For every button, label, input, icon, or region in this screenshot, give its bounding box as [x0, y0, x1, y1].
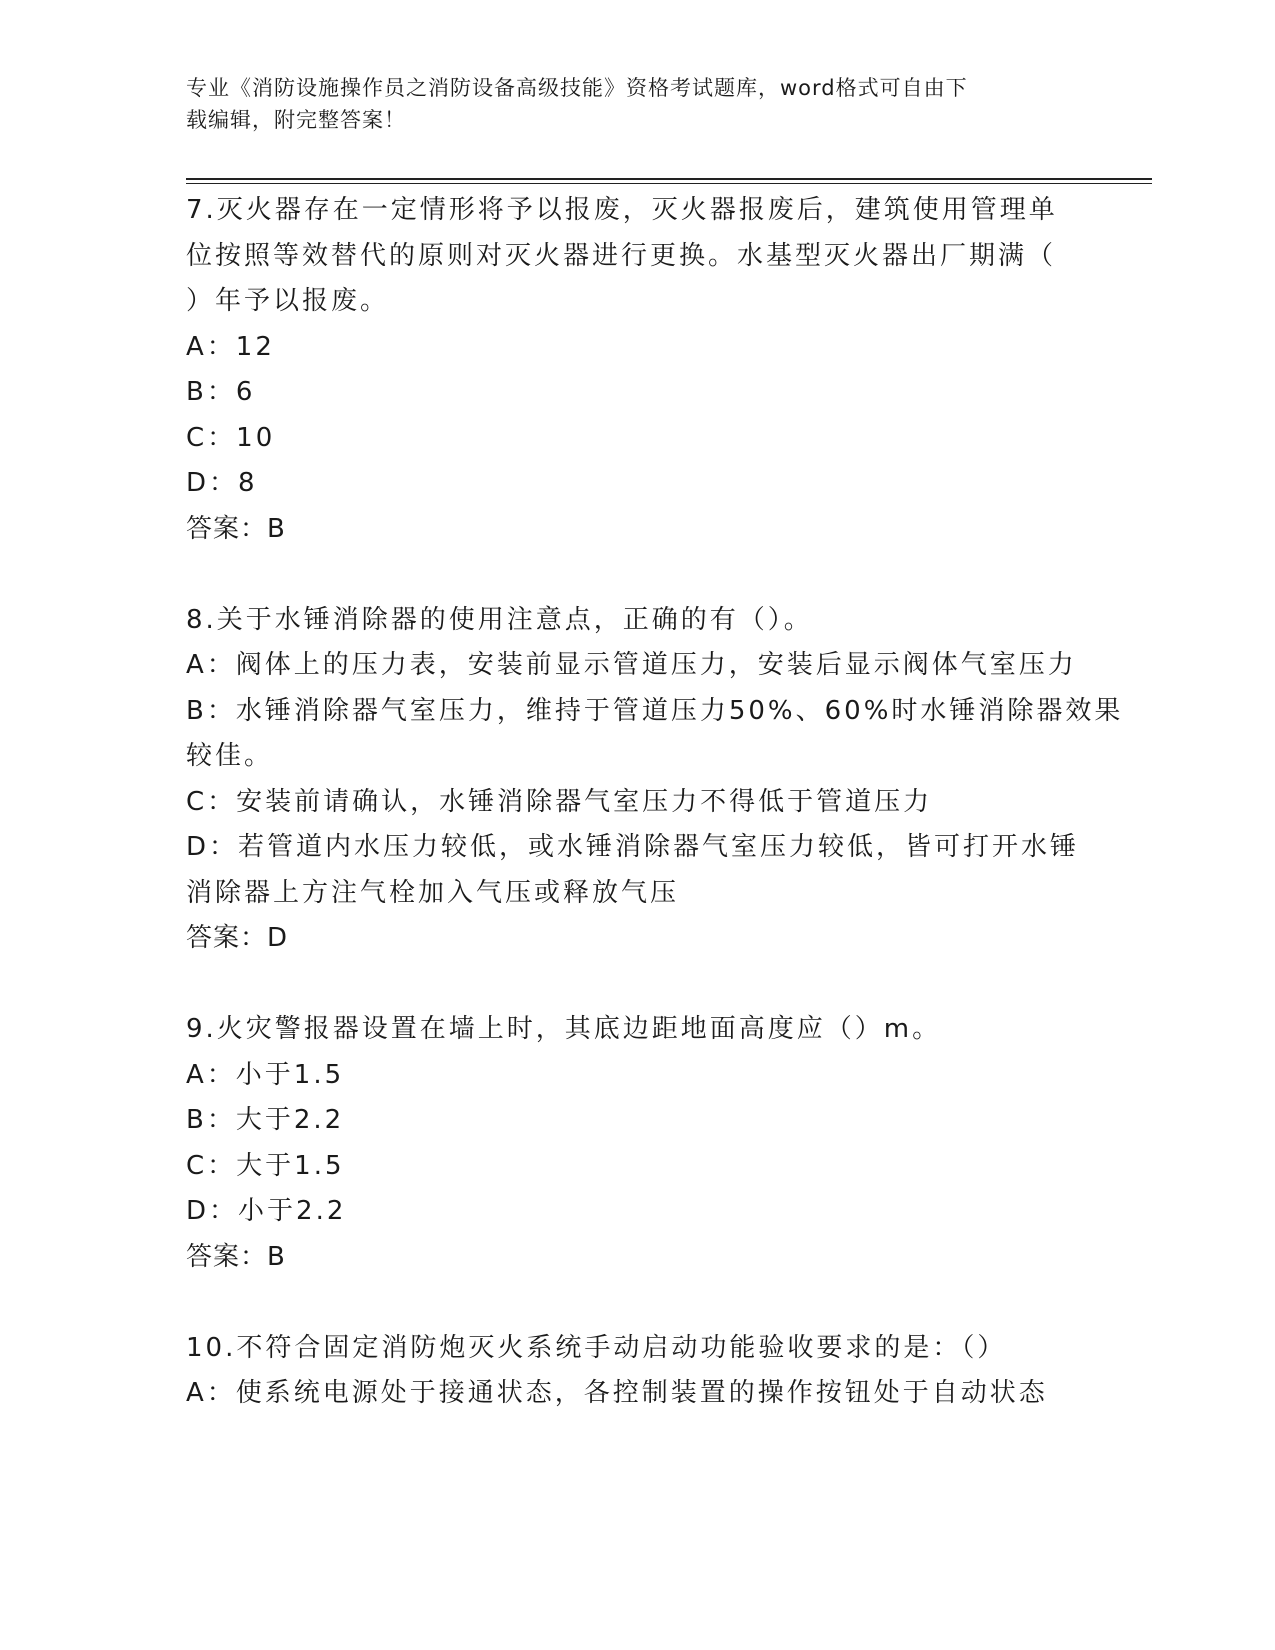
question-option-line: B：6	[186, 377, 256, 407]
question-block	[186, 188, 1086, 552]
header-line-2: 载编辑，附完整答案！	[186, 108, 406, 132]
question-option-line: A：阀体上的压力表，安装前显示管道压力，安装后显示阀体气室压力	[186, 650, 1077, 680]
question-spacer	[186, 962, 1086, 1008]
question-stem-line: 9.火灾警报器设置在墙上时，其底边距地面高度应（）m。	[186, 1014, 942, 1044]
question-block	[186, 1007, 1086, 1280]
question-option-line: C：10	[186, 422, 276, 453]
question-answer: 答案：B	[186, 513, 286, 544]
question-option-line: D：若管道内水压力较低，或水锤消除器气室压力较低，皆可打开水锤	[186, 832, 1080, 862]
question-option-line: A：使系统电源处于接通状态，各控制装置的操作按钮处于自动状态	[186, 1378, 1048, 1408]
question-stem-line: 位按照等效替代的原则对灭火器进行更换。水基型灭火器出厂期满（	[186, 240, 1057, 271]
question-option-line: C：大于1.5	[186, 1150, 345, 1181]
question-answer: 答案：B	[186, 1241, 286, 1272]
header-line-1: 专业《消防设施操作员之消防设备高级技能》资格考试题库，word格式可自由下	[186, 76, 968, 100]
question-spacer	[186, 552, 1086, 598]
header-divider-thick	[186, 178, 1152, 180]
question-stem-line: ）年予以报废。	[186, 286, 390, 316]
question-option-line: A：小于1.5	[186, 1059, 345, 1090]
question-block	[186, 1326, 1086, 1417]
question-option-line: D：小于2.2	[186, 1196, 347, 1226]
question-list	[186, 188, 1124, 1417]
question-stem-line: 10.不符合固定消防炮灭火系统手动启动功能验收要求的是：（）	[186, 1332, 1007, 1363]
question-option-line: 消除器上方注气栓加入气压或释放气压	[186, 877, 680, 908]
question-option-line: 较佳。	[186, 741, 274, 771]
question-stem-line: 8.关于水锤消除器的使用注意点，正确的有（）。	[186, 604, 813, 635]
question-block	[186, 598, 1124, 962]
question-option-line: B：水锤消除器气室压力，维持于管道压力50%、60%时水锤消除器效果	[186, 695, 1124, 726]
question-option-line: A：12	[186, 331, 275, 362]
question-spacer	[186, 1280, 1086, 1326]
question-stem-line: 7.灭火器存在一定情形将予以报废，灭火器报废后，建筑使用管理单	[186, 195, 1058, 225]
document-header	[186, 72, 1066, 136]
header-divider-thin	[186, 183, 1152, 184]
question-answer: 答案：D	[186, 923, 289, 953]
question-option-line: D：8	[186, 468, 258, 498]
question-option-line: C：安装前请确认，水锤消除器气室压力不得低于管道压力	[186, 786, 933, 817]
question-option-line: B：大于2.2	[186, 1105, 345, 1135]
